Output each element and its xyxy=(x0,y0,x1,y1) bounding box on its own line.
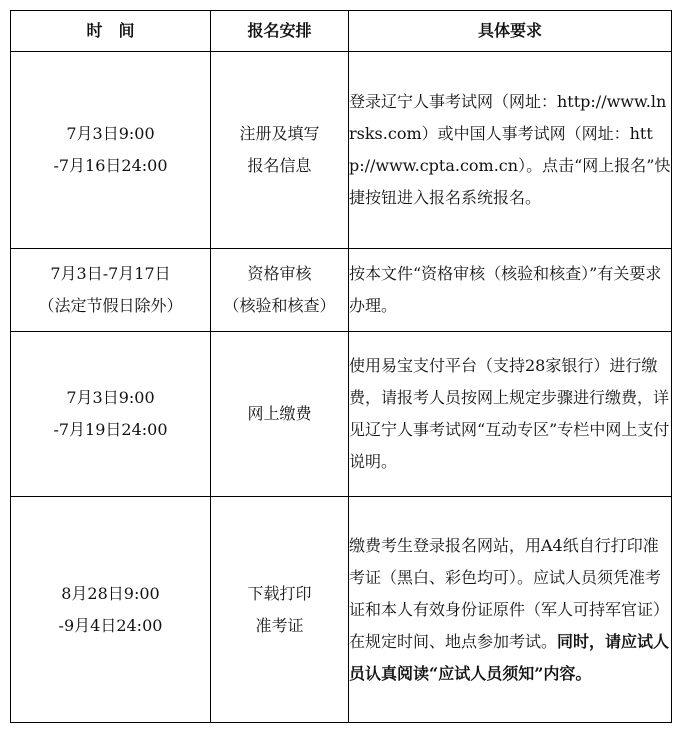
time-end: -9月4日24:00 xyxy=(58,615,163,635)
time-end: -7月16日24:00 xyxy=(53,156,168,175)
requirement-cell xyxy=(349,249,672,332)
table-row xyxy=(11,332,672,497)
time-cell xyxy=(11,332,211,497)
time-note: （法定节假日除外） xyxy=(38,296,183,315)
header-requirement: 具体要求 xyxy=(349,11,672,52)
time-cell xyxy=(11,52,211,249)
arrangement-line: 准考证 xyxy=(255,615,304,635)
time-start: 8月28日9:00 xyxy=(61,583,160,603)
requirement-cell xyxy=(349,497,672,723)
header-arrangement: 报名安排 xyxy=(211,11,349,52)
arrangement-line: 网上缴费 xyxy=(247,404,312,423)
time-start: 7月3日9:00 xyxy=(66,388,155,407)
arrangement-line: （核验和核查） xyxy=(223,296,336,315)
arrangement-cell xyxy=(211,497,349,723)
header-time: 时 间 xyxy=(11,11,211,52)
requirement-cell xyxy=(349,52,672,249)
arrangement-line: 资格审核 xyxy=(247,264,312,283)
requirement-cell xyxy=(349,332,672,497)
table-row xyxy=(11,52,672,249)
registration-schedule-table xyxy=(10,10,672,723)
time-start: 7月3日9:00 xyxy=(66,124,155,143)
arrangement-line: 报名信息 xyxy=(247,156,312,175)
arrangement-cell xyxy=(211,332,349,497)
table-row xyxy=(11,249,672,332)
arrangement-line: 下载打印 xyxy=(247,583,312,603)
requirement-text: 使用易宝支付平台（支持28家银行）进行缴费，请报考人员按网上规定步骤进行缴费，详见辽宁人事考试网“互动专区”专栏中网上支付说明。 xyxy=(349,356,670,471)
time-cell xyxy=(11,249,211,332)
arrangement-cell xyxy=(211,249,349,332)
table-row xyxy=(11,497,672,723)
requirement-bold-notice: 同时，请应试人员认真阅读“应试人员须知”内容。 xyxy=(349,631,670,683)
requirement-text: 登录辽宁人事考试网（网址：http://www.lnrsks.com）或中国人事考试网（网址：http://www.cpta.com.cn）。点击“网上报名”快捷按钮进入报名系统报名。 xyxy=(349,92,671,207)
requirement-text: 按本文件“资格审核（核验和核查）”有关要求办理。 xyxy=(349,264,662,315)
time-start: 7月3日-7月17日 xyxy=(50,264,171,283)
requirement-text: 缴费考生登录报名网站，用A4纸自行打印准考证（黑白、彩色均可）。应试人员须凭准考证和本人有效身份证原件（军人可持军官证）在规定时间、地点参加考试。 xyxy=(349,535,670,651)
time-cell xyxy=(11,497,211,723)
header-row xyxy=(11,11,672,52)
arrangement-cell xyxy=(211,52,349,249)
arrangement-line: 注册及填写 xyxy=(239,124,320,143)
time-end: -7月19日24:00 xyxy=(53,420,168,439)
